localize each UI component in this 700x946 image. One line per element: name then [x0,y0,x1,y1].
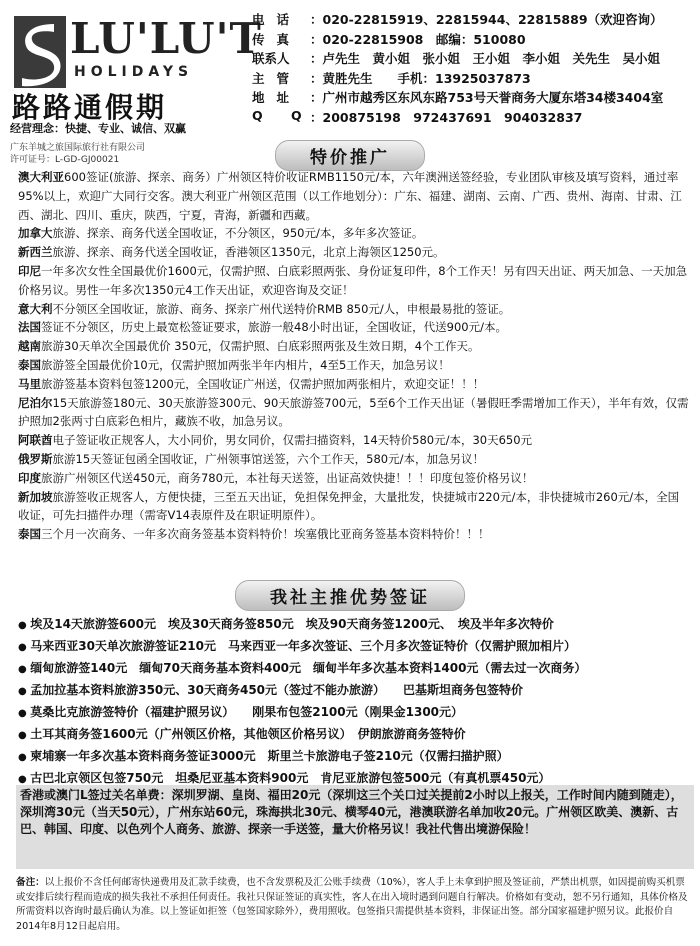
contact-value: ：黄胜先生 手机：13925037873 [310,70,531,86]
hk-macau-box: 香港或澳门L签过关名单费：深圳罗湖、皇岗、福田20元（深圳这三个关口过关提前2小时以上报关，工作时间内随到随走），深圳湾30元（当天50元），广州东站60元，珠海拱北30元、横琴40元，港澳联游名单加收20元。广州领区欧美、澳新、古巴、韩国、印度、以色列个人商务、旅游、探亲一手送签，量大价格另议！我社代售出境游保险！ [16,785,694,869]
promo-country: 新西兰 [18,245,53,260]
promo-item [18,337,690,356]
note-text: 以上报价不含任何邮寄快递费用及汇款手续费，也不含发票税及汇公账手续费（10%），客人手上未拿到护照及签证前，严禁出机票，如因提前购买机票或安排后续行程而造成的损失我社不承担任何责任。我社只保证签证的真实性，客人在出入境时遇到问题自行解决。价格如有变动，恕不另行通知，具体价格及所需资料以咨询时最后确认为准。以上签证如拒签（包签国家除外），费用照收。包签指只需提供基本资料，非保证出签。部分国家福建护照另议。此报价自2014年8月12日起启用。 [16,877,688,932]
promo-text: 旅游签全国最优价10元，仅需护照加两张半年内相片，4至5工作天，加急另议！ [41,357,450,372]
promo-item [18,318,690,337]
promo-item [18,168,690,224]
promo-country: 马里 [18,376,41,391]
promo-text: 签证不分领区，历史上最宽松签证要求，旅游一般48小时出证，全国收证，代送900元/本。 [41,320,507,335]
footnote [16,876,694,934]
visa-item: ● 莫桑比克旅游签特价（福建护照另议） 刚果布包签2100元（刚果金1300元） [18,702,690,724]
contact-label: 传真 [252,31,302,47]
promo-item [18,450,690,469]
promo-country: 印尼 [18,263,41,278]
promo-text: 旅游签基本资料包签1200元，全国收证广州送，仅需护照加两张相片，欢迎交证！！！ [41,376,485,391]
contact-label: 电话 [252,12,302,27]
promo-item [18,224,690,243]
promo-item [18,431,690,450]
contact-row [252,88,697,108]
promo-country: 俄罗斯 [18,451,53,466]
contact-label: 主管 [252,70,302,86]
promo-title: 特价推广 [275,140,425,171]
promo-text: 旅游、探亲、商务代送全国收证，不分领区，950元/本，多年多次签证。 [52,226,424,241]
promo-item [18,300,690,319]
visa-item: ● 缅甸旅游签140元 缅甸70天商务基本资料400元 缅甸半年多次基本资料1400元（需去过一次商务） [18,658,690,680]
visa-item: ● 古巴北京领区包签750元 坦桑尼亚基本资料900元 肯尼亚旅游包签500元（有真机票450元） [18,768,690,790]
promo-text: 旅游广州领区代送450元，商务780元，本社每天送签，出证高效快捷！！！印度包签价格另议！ [41,470,534,485]
promo-text: 电子签证收正规客人，大小同价，男女同价，仅需扫描资料，14天特价580元/本，30天650元 [52,433,533,448]
visas-title: 我社主推优势签证 [235,580,465,611]
promo-text: 不分领区全国收证，旅游、商务、探亲广州代送特价RMB 850元/人，申根最易批的签证。 [52,301,511,316]
promo-text: 15天旅游签180元、30天旅游签300元、90天旅游签700元，5至6个工作天出证（暑假旺季需增加工作天），半年有效，仅需护照加2张两寸白底彩色相片，藏族不收，加急另议。 [18,395,689,429]
contact-row [252,49,697,69]
contact-label: 联系人 [252,51,290,66]
contact-row [252,10,697,30]
promo-text: 旅游签收正规客人，方便快捷，三至五天出证，免担保免押金，大量批发，快捷城市220元/本，非快捷城市260元/本，全国收证，可先扫描件办理（需寄V14表原件及在职证明原件）。 [18,489,680,523]
visa-item: ● 埃及14天旅游签600元 埃及30天商务签850元 埃及90天商务签1200元、 埃及半年多次特价 [18,614,690,636]
promo-item [18,243,690,262]
promo-item [18,469,690,488]
promo-country: 法国 [18,320,41,335]
contact-row [252,69,697,89]
promo-text: 旅游15天签证包函全国收证，广州领事馆送签，六个工作天，580元/本，加急另议！ [52,451,484,466]
visa-item: ● 孟加拉基本资料旅游350元、30天商务450元（签过不能办旅游） 巴基斯坦商务包签特价 [18,680,690,702]
promo-item [18,394,690,432]
visa-item: ● 柬埔寨一年多次基本资料商务签证3000元 斯里兰卡旅游电子签210元（仅需扫描护照） [18,746,690,768]
contact-value: ：020-22815919、22815944、22815889（欢迎咨询） [310,12,663,27]
contact-label: Q Q [252,107,314,123]
promo-text: 旅游30天单次全国最优价 350元，仅需护照、白底彩照两张及生效日期，4个工作天。 [41,339,480,354]
promo-country: 印度 [18,470,41,485]
promo-country: 泰国 [18,357,41,372]
promo-item [18,356,690,375]
promo-country: 加拿大 [18,226,53,241]
logo-mark-icon [14,16,66,88]
header [0,0,700,165]
contact-label: 地址 [252,90,302,105]
promo-country: 尼泊尔 [18,395,53,410]
promo-item [18,262,690,300]
slogan: 经营理念：快捷、专业、诚信、双赢 [10,122,186,135]
brand-sub: HOLIDAYS [74,64,194,80]
contact-row [252,30,697,50]
license-number: 许可证号：L-GD-GJ00021 [10,155,120,165]
promo-country: 越南 [18,339,41,354]
contact-value: ：广州市越秀区东风东路753号天誉商务大厦东塔34楼3404室 [310,90,664,105]
logo [8,8,262,165]
promo-country: 新加坡 [18,489,53,504]
visa-item: ● 土耳其商务签1600元（广州领区价格，其他领区价格另议） 伊朗旅游商务签特价 [18,724,690,746]
contact-value: ：200875198 972437691 904032837 [310,109,583,125]
visa-item: ● 马来西亚30天单次旅游签证210元 马来西亚一年多次签证、三个月多次签证特价（仅需护照加相片） [18,636,690,658]
promo-item [18,525,690,544]
promo-country: 泰国 [18,527,41,542]
visas-title-bar [0,580,700,611]
promo-item [18,488,690,526]
note-label: 备注： [16,877,45,888]
contact-block [252,10,697,127]
promo-country: 澳大利亚 [18,170,64,184]
contact-value: ：020-22815908 邮编：510080 [310,31,526,47]
promo-list [18,168,690,544]
promo-title-bar [0,140,700,171]
promo-country: 阿联酋 [18,433,53,448]
visa-list [18,614,690,790]
promo-text: 旅游、探亲、商务代送全国收证，香港领区1350元，北京上海领区1250元。 [52,245,445,260]
contact-row [252,108,697,128]
promo-text: 600签证(旅游、探亲、商务）广州领区特价收证RMB1150元/本，六年澳洲送签经验，专业团队审核及填写资料，通过率95%以上，欢迎广大同行交客。澳大利亚广州领区范围（以工作地划分）：广东、福建、湖南、云南、广西、贵州、海南、甘肃、江西、湖北、四川、重庆，陕西，宁夏，青海，新疆和西藏。 [18,170,682,222]
promo-text: 三个月一次商务、一年多次商务签基本资料特价！埃塞俄比亚商务签基本资料特价！！！ [41,527,490,542]
contact-value: ：卢先生 黄小姐 张小姐 王小姐 李小姐 关先生 吴小姐 [310,51,661,66]
promo-text: 一年多次女性全国最优价1600元，仅需护照、白底彩照两张、身份证复印件，8个工作天！另有四天出证、两天加急、一天加急价格另议。男性一年多次1350元4工作天出证，欢迎咨询及交证！ [18,263,688,297]
promo-country: 意大利 [18,301,53,316]
promo-item [18,375,690,394]
brand-cn: 路路通假期 [12,91,168,124]
brand-name: LU'LU'T [70,14,262,63]
company-name: 广东羊城之旅国际旅行社有限公司 [10,143,146,153]
